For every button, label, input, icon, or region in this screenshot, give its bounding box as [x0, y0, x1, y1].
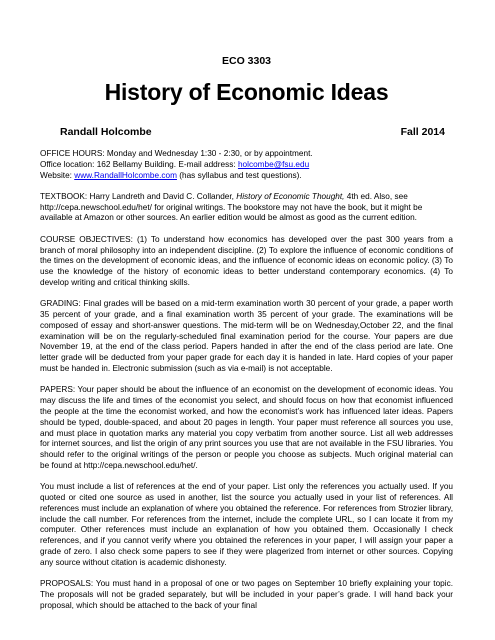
- office-info: [40, 149, 453, 181]
- instructor-name: Randall Holcombe: [60, 126, 152, 138]
- office-location: Office location: 162 Bellamy Building. E-mail address:: [40, 159, 238, 169]
- term: Fall 2014: [400, 126, 445, 138]
- textbook-paragraph: [40, 192, 453, 224]
- course-objectives: COURSE OBJECTIVES: (1) To understand how economics has developed over the past 300 years from a branch of moral philosophy into an independent discipline. (2) To explore the influence of economic conditions of the times on the development of economic ideas, and the influence of economic ideas on economic policy. (3) To use the knowledge of the history of economic ideas to better understand contemporary economics. (4) To develop writing and critical thinking skills.: [40, 234, 453, 287]
- course-title: History of Economic Ideas: [104, 79, 389, 105]
- textbook-title: History of Economic Thought,: [236, 191, 345, 201]
- website-link[interactable]: www.RandallHolcombe.com: [74, 170, 177, 180]
- textbook-prefix: TEXTBOOK: Harry Landreth and David C. Collander,: [40, 191, 237, 201]
- office-hours: OFFICE HOURS: Monday and Wednesday 1:30 - 2:30, or by appointment.: [40, 149, 313, 158]
- proposals-policy: PROPOSALS: You must hand in a proposal of one or two pages on September 10 briefly explaining your topic. The proposals will not be graded separately, but will be included in your paper’s grade. I will hand back your proposal, which should be attached to the back of your final: [40, 579, 453, 610]
- references-policy: You must include a list of references at the end of your paper. List only the references you actually used. If you quoted or cited one source as used in another, list the source you actually used in your list of references. All references must include an explanation of where you obtained the reference. For references from Strozier library, include the call number. For references from the internet, include the complete URL, so I can locate it from my computer. Other references must include an explanation of how you obtained them. Occasionally I check references, and if you cannot verify where you obtained the references in your paper, I will assign your paper a grade of zero. I also check some papers to see if they were plagerized from internet or other sources. Copying any source without citation is academic dishonesty.: [40, 482, 453, 567]
- course-code: ECO 3303: [221, 55, 272, 67]
- grading-policy: GRADING: Final grades will be based on a mid-term examination worth 30 percent of your grade, a paper worth 35 percent of your grade, and a final examination worth 35 percent of your grade. The examinations will be composed of essay and short-answer questions. The mid-term will be on Wednesday,October 22, and the final examination will be on the regularly-scheduled final examination period for the course. Your papers are due November 19, at the end of the class period. Papers handed in after the end of the class period are late. One letter grade will be deducted from your paper grade for each day it is handed in late. Hard copies of your paper must be handed in. Electronic submission (such as via e-mail) is not acceptable.: [40, 299, 453, 374]
- email-link[interactable]: holcombe@fsu.edu: [237, 159, 310, 169]
- website-label: Website:: [40, 170, 75, 180]
- textbook-details: 4th ed. Also, see http://cepa.newschool.edu/het/ for original writings. The bookstore may not have the book, but it might be available at Amazon or other sources. An earlier edition would be almost as good as the current edition.: [40, 191, 423, 223]
- papers-policy: PAPERS: Your paper should be about the influence of an economist on the development of economic ideas. You may discuss the life and times of the economist you select, and should focus on how that economist influenced the people at the time the economist worked, and how the economist’s work has influenced later ideas. Papers should be typed, double-spaced, and about 20 pages in length. Your paper must reference all sources you use, and must place in quotation marks any material you copy verbatim from another source. List all web addresses for internet sources, and list the origin of any print sources you use that are not available in the FSU libraries. You should refer to the original writings of the person or people you choose as subjects. Much original material can be found at http://cepa.newschool.edu/het/.: [40, 385, 453, 470]
- website-note: (has syllabus and test questions).: [176, 170, 302, 180]
- byline: [40, 126, 453, 138]
